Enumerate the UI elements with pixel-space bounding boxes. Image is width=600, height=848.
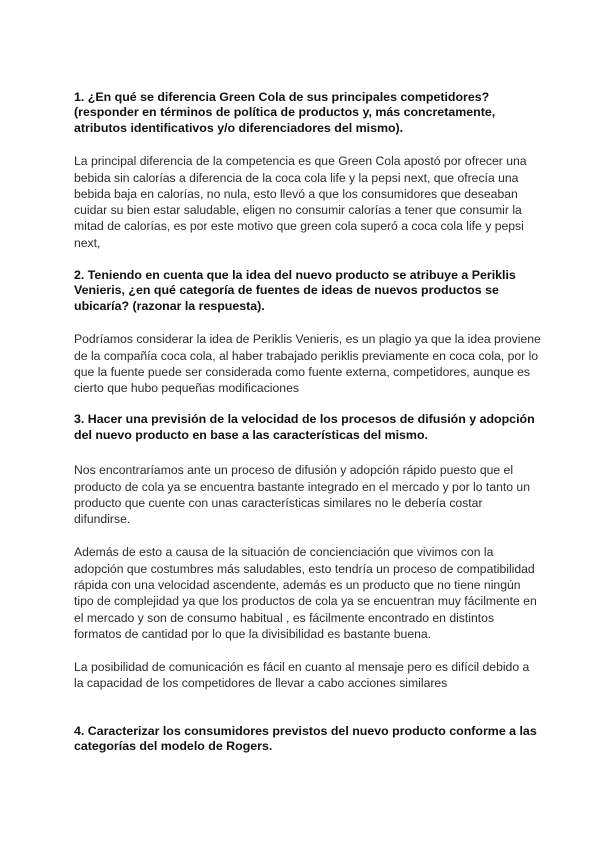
answer-3-paragraph-3: La posibilidad de comunicación es fácil en cuanto al mensaje pero es difícil debido a la capacidad de los competidores de llevar a cabo acciones similares [74,660,530,691]
answer-2: Podríamos considerar la idea de Periklis Venieris, es un plagio ya que la idea proviene de la compañía coca cola, al haber trabajado periklis previamente en coca cola, por lo que la fuente puede ser considerada como fuente externa, competidores, aunque es cierto que hubo pequeñas modificaciones [74,332,541,396]
document-body [74,90,542,755]
question-4: 4. Caracterizar los consumidores previstos del nuevo producto conforme a las categorías del modelo de Rogers. [74,723,537,754]
question-3: 3. Hacer una previsión de la velocidad de los procesos de difusión y adopción del nuevo producto en base a las características del mismo. [74,412,535,442]
answer-3-paragraph-1: Nos encontraríamos ante un proceso de difusión y adopción rápido puesto que el producto de cola ya se encuentra bastante integrado en el mercado y por lo tanto un producto que cuente con unas características similares no le debería costar difundirse. [74,463,530,527]
answer-3-paragraph-2: Además de esto a causa de la situación de concienciación que vivimos con la adopción que costumbres más saludables, esto tendría un proceso de compatibilidad rápida con una velocidad ascendente, además es un producto que no tiene ningún tipo de complejidad ya que los productos de cola ya se encuentran muy fácilmente en el mercado y son de consumo habitual , es fácilmente encontrado en distintos formatos de cantidad por lo que la divisibilidad es bastante buena. [74,545,537,641]
answer-1: La principal diferencia de la competencia es que Green Cola apostó por ofrecer una bebida sin calorías a diferencia de la coca cola life y la pepsi next, que ofrecía una bebida baja en calorías, no nula, esto llevó a que los consumidores que deseaban cuidar su bien estar saludable, eligen no consumir calorías a tener que consumir la mitad de calorías, es por este motivo que green cola superó a coca cola life y pepsi next, [74,154,527,250]
question-1: 1. ¿En qué se diferencia Green Cola de sus principales competidores? (responder en términos de política de productos y, más concretamente, atributos identificativos y/o diferenciadores del mismo). [74,90,496,135]
question-2: 2. Teniendo en cuenta que la idea del nuevo producto se atribuye a Periklis Venieris, ¿en qué categoría de fuentes de ideas de nuevos productos se ubicaría? (razonar la respuesta). [74,268,516,313]
